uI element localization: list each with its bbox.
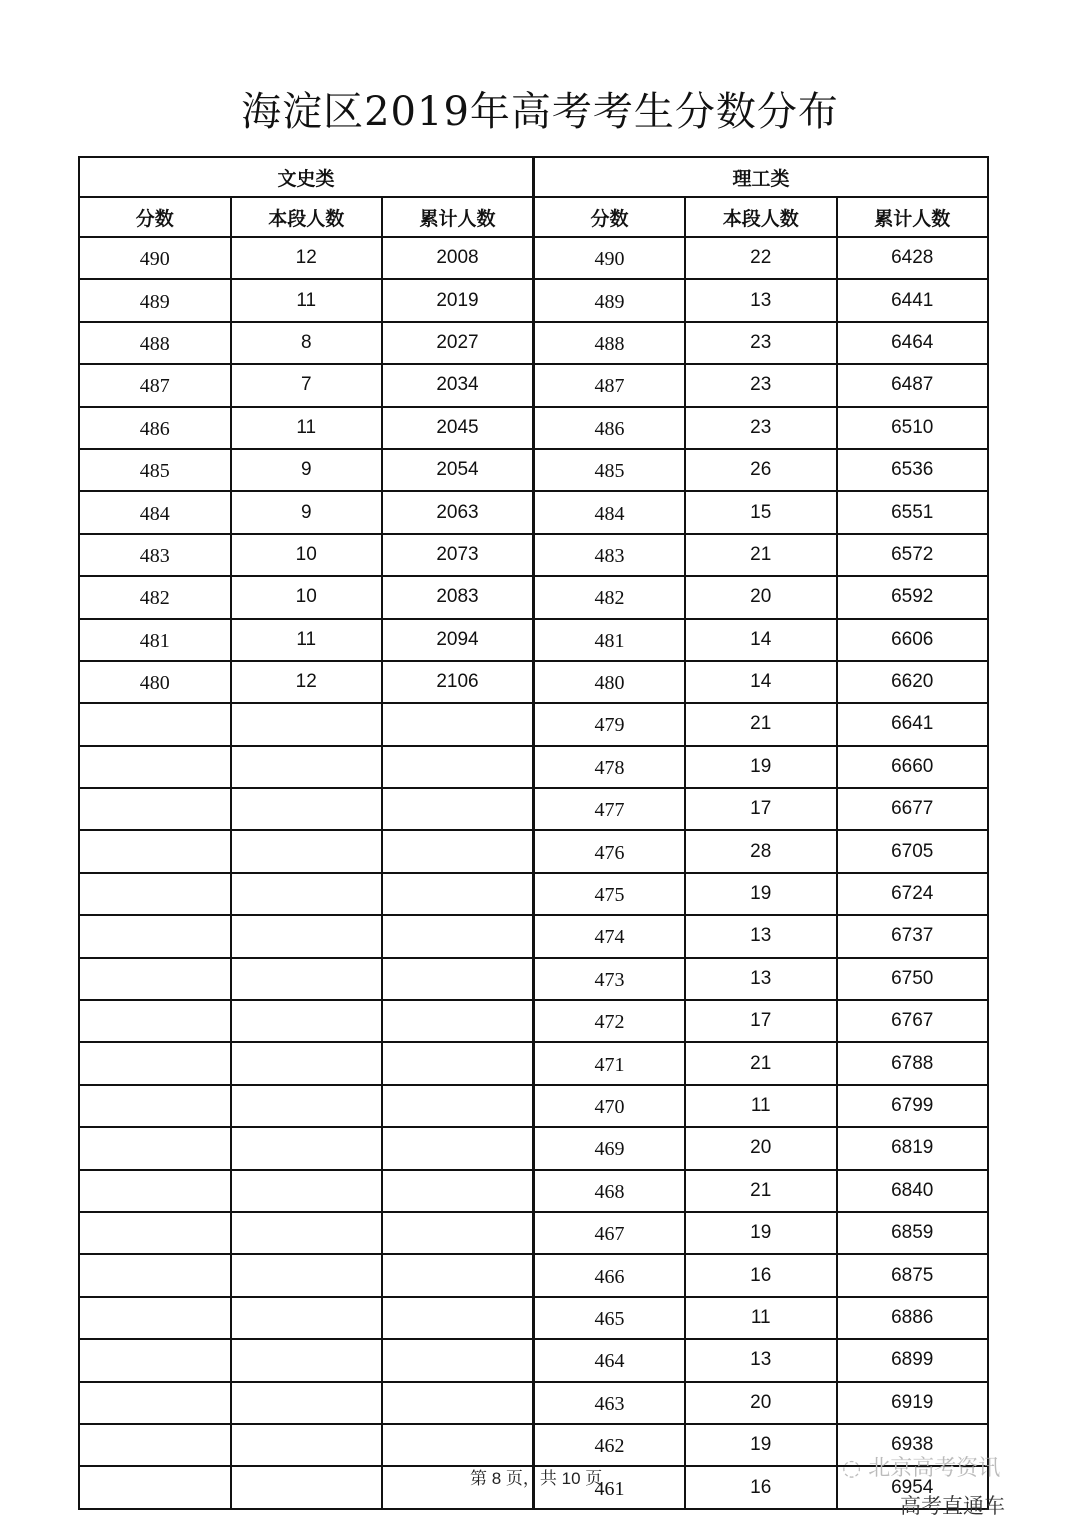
ligong-score-cell: 471 xyxy=(534,1042,686,1084)
column-header-row xyxy=(79,197,988,237)
ligong-score-cell: 490 xyxy=(534,237,686,279)
table-row xyxy=(79,407,988,449)
col-cumulative: 累计人数 xyxy=(837,197,989,237)
ligong-count-cell: 15 xyxy=(685,491,837,533)
ligong-count-cell: 21 xyxy=(685,534,837,576)
table-row xyxy=(79,1297,988,1339)
ligong-count-cell: 16 xyxy=(685,1466,837,1508)
ligong-cumulative-cell: 6606 xyxy=(837,619,989,661)
ligong-cumulative-cell: 6705 xyxy=(837,830,989,872)
ligong-count-cell: 19 xyxy=(685,1424,837,1466)
group-header-row xyxy=(79,157,988,197)
wenshi-count-cell: 9 xyxy=(231,491,383,533)
wenshi-cumulative-cell: 2034 xyxy=(382,364,534,406)
ligong-count-cell: 26 xyxy=(685,449,837,491)
wenshi-score-cell: 486 xyxy=(79,407,231,449)
wenshi-score-cell: 483 xyxy=(79,534,231,576)
ligong-score-cell: 484 xyxy=(534,491,686,533)
ligong-cumulative-cell: 6859 xyxy=(837,1212,989,1254)
ligong-score-cell: 472 xyxy=(534,1000,686,1042)
ligong-cumulative-cell: 6464 xyxy=(837,322,989,364)
ligong-count-cell: 28 xyxy=(685,830,837,872)
table-row xyxy=(79,237,988,279)
ligong-cumulative-cell: 6799 xyxy=(837,1085,989,1127)
table-row xyxy=(79,322,988,364)
table-row xyxy=(79,873,988,915)
watermark xyxy=(842,1456,1000,1482)
wenshi-count-cell: 11 xyxy=(231,407,383,449)
ligong-cumulative-cell: 6750 xyxy=(837,958,989,1000)
ligong-score-cell: 482 xyxy=(534,576,686,618)
wenshi-count-cell xyxy=(231,1042,383,1084)
wenshi-cumulative-cell xyxy=(382,788,534,830)
wenshi-score-cell xyxy=(79,1085,231,1127)
ligong-score-cell: 465 xyxy=(534,1297,686,1339)
wenshi-count-cell xyxy=(231,1424,383,1466)
wenshi-count-cell: 11 xyxy=(231,279,383,321)
ligong-cumulative-cell: 6737 xyxy=(837,915,989,957)
col-score: 分数 xyxy=(534,197,686,237)
ligong-count-cell: 23 xyxy=(685,322,837,364)
ligong-score-cell: 478 xyxy=(534,746,686,788)
ligong-count-cell: 19 xyxy=(685,746,837,788)
ligong-cumulative-cell: 6428 xyxy=(837,237,989,279)
wenshi-count-cell xyxy=(231,1000,383,1042)
table-row xyxy=(79,449,988,491)
ligong-score-cell: 468 xyxy=(534,1170,686,1212)
wenshi-cumulative-cell: 2008 xyxy=(382,237,534,279)
wenshi-count-cell: 7 xyxy=(231,364,383,406)
wenshi-cumulative-cell xyxy=(382,1042,534,1084)
wenshi-score-cell xyxy=(79,1212,231,1254)
wenshi-cumulative-cell xyxy=(382,958,534,1000)
table-row xyxy=(79,661,988,703)
wenshi-count-cell xyxy=(231,1212,383,1254)
wenshi-score-cell: 481 xyxy=(79,619,231,661)
wenshi-score-cell xyxy=(79,958,231,1000)
table-row xyxy=(79,491,988,533)
ligong-cumulative-cell: 6620 xyxy=(837,661,989,703)
ligong-count-cell: 14 xyxy=(685,619,837,661)
wenshi-score-cell xyxy=(79,1042,231,1084)
wenshi-count-cell: 12 xyxy=(231,237,383,279)
score-distribution-table xyxy=(78,156,989,1510)
table-row xyxy=(79,1382,988,1424)
ligong-score-cell: 469 xyxy=(534,1127,686,1169)
table-row xyxy=(79,619,988,661)
ligong-cumulative-cell: 6641 xyxy=(837,703,989,745)
wenshi-cumulative-cell: 2019 xyxy=(382,279,534,321)
ligong-count-cell: 23 xyxy=(685,407,837,449)
ligong-count-cell: 21 xyxy=(685,1170,837,1212)
ligong-count-cell: 20 xyxy=(685,1382,837,1424)
ligong-cumulative-cell: 6660 xyxy=(837,746,989,788)
ligong-score-cell: 474 xyxy=(534,915,686,957)
wenshi-count-cell xyxy=(231,1339,383,1381)
table-row xyxy=(79,1170,988,1212)
ligong-count-cell: 19 xyxy=(685,873,837,915)
ligong-score-cell: 488 xyxy=(534,322,686,364)
watermark-text: 北京高考资讯 xyxy=(868,1456,1001,1481)
wenshi-score-cell: 489 xyxy=(79,279,231,321)
wenshi-score-cell: 488 xyxy=(79,322,231,364)
ligong-cumulative-cell: 6572 xyxy=(837,534,989,576)
wenshi-count-cell xyxy=(231,703,383,745)
ligong-cumulative-cell: 6919 xyxy=(837,1382,989,1424)
ligong-score-cell: 467 xyxy=(534,1212,686,1254)
table-row xyxy=(79,1254,988,1296)
ligong-count-cell: 17 xyxy=(685,1000,837,1042)
ligong-cumulative-cell: 6938 xyxy=(837,1424,989,1466)
wenshi-count-cell xyxy=(231,1382,383,1424)
wenshi-score-cell xyxy=(79,830,231,872)
ligong-count-cell: 20 xyxy=(685,576,837,618)
wenshi-score-cell xyxy=(79,1170,231,1212)
ligong-cumulative-cell: 6592 xyxy=(837,576,989,618)
ligong-score-cell: 480 xyxy=(534,661,686,703)
wenshi-score-cell xyxy=(79,915,231,957)
page-number: 第 8 页，共 10 页 xyxy=(470,1469,603,1488)
ligong-count-cell: 21 xyxy=(685,703,837,745)
ligong-score-cell: 483 xyxy=(534,534,686,576)
table-row xyxy=(79,364,988,406)
ligong-cumulative-cell: 6551 xyxy=(837,491,989,533)
ligong-cumulative-cell: 6819 xyxy=(837,1127,989,1169)
table-row xyxy=(79,279,988,321)
ligong-cumulative-cell: 6724 xyxy=(837,873,989,915)
ligong-cumulative-cell: 6536 xyxy=(837,449,989,491)
ligong-score-cell: 463 xyxy=(534,1382,686,1424)
wenshi-score-cell xyxy=(79,1424,231,1466)
table-row xyxy=(79,788,988,830)
ligong-score-cell: 479 xyxy=(534,703,686,745)
ligong-cumulative-cell: 6677 xyxy=(837,788,989,830)
wenshi-cumulative-cell xyxy=(382,1127,534,1169)
ligong-score-cell: 461 xyxy=(534,1466,686,1508)
wenshi-cumulative-cell: 2073 xyxy=(382,534,534,576)
wenshi-count-cell xyxy=(231,1466,383,1508)
ligong-count-cell: 20 xyxy=(685,1127,837,1169)
ligong-count-cell: 17 xyxy=(685,788,837,830)
wenshi-cumulative-cell xyxy=(382,915,534,957)
wenshi-count-cell: 12 xyxy=(231,661,383,703)
wenshi-count-cell xyxy=(231,915,383,957)
wenshi-cumulative-cell: 2094 xyxy=(382,619,534,661)
ligong-cumulative-cell: 6886 xyxy=(837,1297,989,1339)
wenshi-score-cell xyxy=(79,1127,231,1169)
ligong-score-cell: 477 xyxy=(534,788,686,830)
wenshi-score-cell: 490 xyxy=(79,237,231,279)
wenshi-cumulative-cell xyxy=(382,1000,534,1042)
table-row xyxy=(79,1339,988,1381)
table-row xyxy=(79,1085,988,1127)
ligong-count-cell: 13 xyxy=(685,279,837,321)
wenshi-count-cell: 8 xyxy=(231,322,383,364)
wenshi-count-cell xyxy=(231,788,383,830)
ligong-score-cell: 470 xyxy=(534,1085,686,1127)
wenshi-cumulative-cell xyxy=(382,1382,534,1424)
wenshi-count-cell xyxy=(231,1085,383,1127)
ligong-score-cell: 466 xyxy=(534,1254,686,1296)
ligong-cumulative-cell: 6840 xyxy=(837,1170,989,1212)
ligong-count-cell: 19 xyxy=(685,1212,837,1254)
ligong-count-cell: 11 xyxy=(685,1297,837,1339)
table-row xyxy=(79,746,988,788)
ligong-count-cell: 14 xyxy=(685,661,837,703)
wenshi-cumulative-cell: 2106 xyxy=(382,661,534,703)
ligong-score-cell: 481 xyxy=(534,619,686,661)
ligong-count-cell: 22 xyxy=(685,237,837,279)
wenshi-score-cell xyxy=(79,873,231,915)
table-row xyxy=(79,703,988,745)
watermark-2: 高考直通车 xyxy=(900,1494,1005,1518)
ligong-count-cell: 16 xyxy=(685,1254,837,1296)
wenshi-count-cell: 9 xyxy=(231,449,383,491)
wenshi-score-cell xyxy=(79,703,231,745)
ligong-score-cell: 473 xyxy=(534,958,686,1000)
ligong-count-cell: 13 xyxy=(685,958,837,1000)
wenshi-cumulative-cell xyxy=(382,1085,534,1127)
col-count: 本段人数 xyxy=(231,197,383,237)
ligong-score-cell: 462 xyxy=(534,1424,686,1466)
wenshi-score-cell xyxy=(79,746,231,788)
wenshi-cumulative-cell xyxy=(382,1297,534,1339)
table-row xyxy=(79,534,988,576)
wenshi-cumulative-cell xyxy=(382,1424,534,1466)
table-row xyxy=(79,915,988,957)
col-cumulative: 累计人数 xyxy=(382,197,534,237)
ligong-count-cell: 13 xyxy=(685,1339,837,1381)
wenshi-score-cell: 480 xyxy=(79,661,231,703)
wenshi-score-cell xyxy=(79,1297,231,1339)
wenshi-count-cell: 10 xyxy=(231,534,383,576)
wenshi-cumulative-cell: 2054 xyxy=(382,449,534,491)
ligong-score-cell: 487 xyxy=(534,364,686,406)
wenshi-score-cell: 485 xyxy=(79,449,231,491)
wenshi-count-cell xyxy=(231,958,383,1000)
wenshi-cumulative-cell xyxy=(382,1339,534,1381)
ligong-cumulative-cell: 6767 xyxy=(837,1000,989,1042)
table-row xyxy=(79,1212,988,1254)
wenshi-count-cell xyxy=(231,873,383,915)
wenshi-score-cell xyxy=(79,1000,231,1042)
wenshi-count-cell xyxy=(231,1170,383,1212)
wenshi-score-cell: 487 xyxy=(79,364,231,406)
ligong-cumulative-cell: 6875 xyxy=(837,1254,989,1296)
group-wenshi: 文史类 xyxy=(79,157,534,197)
table-row xyxy=(79,830,988,872)
wenshi-score-cell xyxy=(79,788,231,830)
ligong-cumulative-cell: 6899 xyxy=(837,1339,989,1381)
wenshi-score-cell xyxy=(79,1339,231,1381)
wechat-icon: ◌ xyxy=(842,1456,862,1481)
ligong-score-cell: 489 xyxy=(534,279,686,321)
table-row xyxy=(79,1000,988,1042)
wenshi-count-cell xyxy=(231,1297,383,1339)
ligong-cumulative-cell: 6441 xyxy=(837,279,989,321)
ligong-score-cell: 464 xyxy=(534,1339,686,1381)
table-row xyxy=(79,1042,988,1084)
ligong-cumulative-cell: 6788 xyxy=(837,1042,989,1084)
ligong-count-cell: 11 xyxy=(685,1085,837,1127)
wenshi-score-cell xyxy=(79,1254,231,1296)
group-ligong: 理工类 xyxy=(534,157,989,197)
wenshi-score-cell: 482 xyxy=(79,576,231,618)
col-count: 本段人数 xyxy=(685,197,837,237)
wenshi-score-cell: 484 xyxy=(79,491,231,533)
ligong-score-cell: 485 xyxy=(534,449,686,491)
col-score: 分数 xyxy=(79,197,231,237)
wenshi-cumulative-cell xyxy=(382,1254,534,1296)
table-row xyxy=(79,576,988,618)
wenshi-cumulative-cell: 2063 xyxy=(382,491,534,533)
ligong-cumulative-cell: 6510 xyxy=(837,407,989,449)
wenshi-cumulative-cell: 2083 xyxy=(382,576,534,618)
wenshi-cumulative-cell xyxy=(382,873,534,915)
wenshi-cumulative-cell xyxy=(382,1212,534,1254)
wenshi-count-cell xyxy=(231,746,383,788)
wenshi-count-cell: 10 xyxy=(231,576,383,618)
ligong-count-cell: 21 xyxy=(685,1042,837,1084)
ligong-count-cell: 13 xyxy=(685,915,837,957)
wenshi-count-cell xyxy=(231,830,383,872)
ligong-cumulative-cell: 6954 xyxy=(837,1466,989,1508)
ligong-score-cell: 476 xyxy=(534,830,686,872)
wenshi-cumulative-cell xyxy=(382,703,534,745)
ligong-cumulative-cell: 6487 xyxy=(837,364,989,406)
ligong-score-cell: 475 xyxy=(534,873,686,915)
wenshi-cumulative-cell xyxy=(382,1170,534,1212)
wenshi-cumulative-cell: 2045 xyxy=(382,407,534,449)
wenshi-cumulative-cell: 2027 xyxy=(382,322,534,364)
wenshi-score-cell xyxy=(79,1382,231,1424)
wenshi-cumulative-cell xyxy=(382,830,534,872)
ligong-score-cell: 486 xyxy=(534,407,686,449)
wenshi-cumulative-cell xyxy=(382,746,534,788)
page-title: 海淀区2019年高考考生分数分布 xyxy=(241,89,839,135)
wenshi-count-cell xyxy=(231,1127,383,1169)
wenshi-count-cell: 11 xyxy=(231,619,383,661)
table-row xyxy=(79,958,988,1000)
wenshi-count-cell xyxy=(231,1254,383,1296)
ligong-count-cell: 23 xyxy=(685,364,837,406)
wenshi-score-cell xyxy=(79,1466,231,1508)
table-row xyxy=(79,1127,988,1169)
